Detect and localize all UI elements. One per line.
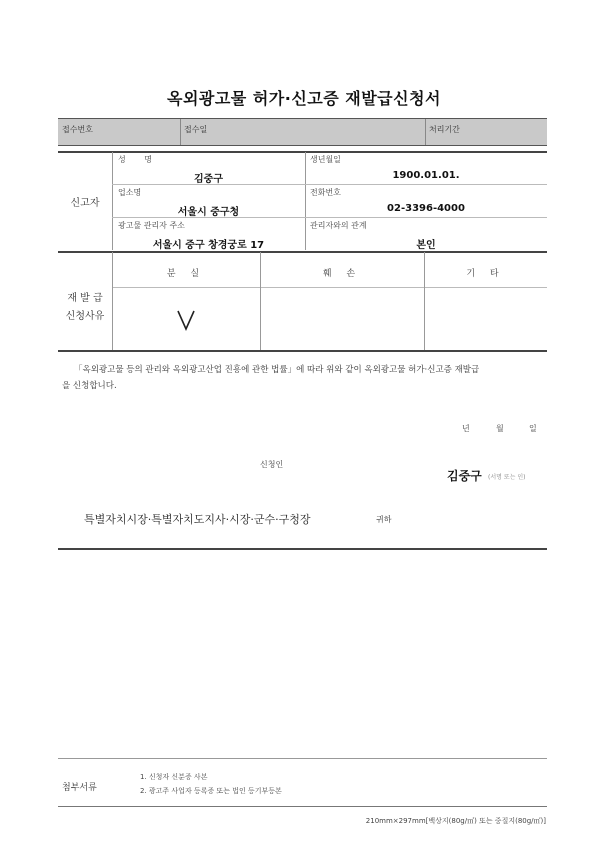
reception-date-cell bbox=[180, 119, 426, 145]
reason-section-label bbox=[58, 290, 112, 326]
damaged-checkbox[interactable] bbox=[260, 288, 424, 350]
processing-period-cell bbox=[425, 119, 547, 145]
date-month[interactable]: 월 bbox=[496, 424, 504, 433]
applicant-signature-name[interactable]: 김중구 bbox=[447, 469, 482, 483]
signature-note: (서명 또는 인) bbox=[488, 474, 526, 481]
addressee-suffix: 귀하 bbox=[376, 515, 392, 524]
birth-value[interactable]: 1900.01.01. bbox=[392, 170, 460, 181]
name-value[interactable]: 김중구 bbox=[194, 174, 223, 185]
statement-text bbox=[62, 362, 554, 394]
processing-period-label: 처리기간 bbox=[429, 125, 460, 134]
other-checkbox[interactable] bbox=[424, 288, 547, 350]
reception-number-cell bbox=[58, 119, 181, 145]
address-label: 광고물 관리자 주소 bbox=[118, 221, 185, 230]
reason-section-label-line2: 신청사유 bbox=[65, 311, 105, 322]
main-bottom-border bbox=[58, 548, 547, 550]
lost-checkbox[interactable] bbox=[112, 288, 260, 350]
address-value[interactable]: 서울시 중구 창경궁로 17 bbox=[152, 240, 265, 251]
relation-value[interactable]: 본인 bbox=[416, 240, 436, 251]
check-mark-icon bbox=[112, 288, 260, 350]
applicant-top-border bbox=[58, 151, 547, 153]
statement-line-1: 「옥외광고물 등의 관리와 옥외광고산업 진흥에 관한 법률」에 따라 위와 같이 옥외광고물 허가·신고증 재발급 bbox=[74, 365, 480, 375]
reception-bar bbox=[58, 118, 547, 146]
reason-section-label-line1: 재 발 급 bbox=[67, 293, 103, 304]
statement-line-2: 을 신청합니다. bbox=[62, 381, 117, 391]
other-header: 기 타 bbox=[466, 269, 505, 279]
lost-header: 분 실 bbox=[166, 269, 206, 279]
reception-number-label: 접수번호 bbox=[62, 125, 93, 134]
attachment-item-1: 1. 신청자 신분증 사본 bbox=[140, 773, 208, 781]
attachments-title: 첨부서류 bbox=[62, 783, 97, 793]
business-label: 업소명 bbox=[118, 188, 142, 197]
name-label: 성 명 bbox=[118, 155, 160, 164]
relation-label: 관리자와의 관계 bbox=[310, 221, 367, 230]
reception-date-label: 접수일 bbox=[184, 125, 208, 134]
paper-spec-footer: 210mm×297mm[백상지(80g/㎡) 또는 중질지(80g/㎡)] bbox=[365, 817, 546, 825]
birth-label: 생년월일 bbox=[310, 155, 341, 164]
reason-bottom-border bbox=[58, 350, 547, 352]
form-title: 옥외광고물 허가·신고증 재발급신청서 bbox=[166, 89, 441, 108]
addressee-text: 특별자치시장·특별자치도지사·시장·군수·구청장 bbox=[84, 513, 311, 526]
phone-value[interactable]: 02-3396-4000 bbox=[387, 203, 465, 214]
phone-label: 전화번호 bbox=[310, 188, 341, 197]
reason-top-border bbox=[58, 251, 547, 253]
applicant-section-label: 신고자 bbox=[70, 198, 100, 209]
applicant-signature-label: 신청인 bbox=[260, 460, 284, 469]
attachments-bottom-border bbox=[58, 806, 547, 807]
date-year[interactable]: 년 bbox=[462, 424, 470, 433]
attachments-top-border bbox=[58, 758, 547, 759]
attachment-item-2: 2. 광고주 사업자 등록증 또는 법인 등기부등본 bbox=[140, 787, 282, 795]
damaged-header: 훼 손 bbox=[322, 269, 362, 279]
date-day[interactable]: 일 bbox=[529, 424, 537, 433]
business-value[interactable]: 서울시 중구청 bbox=[177, 207, 240, 218]
